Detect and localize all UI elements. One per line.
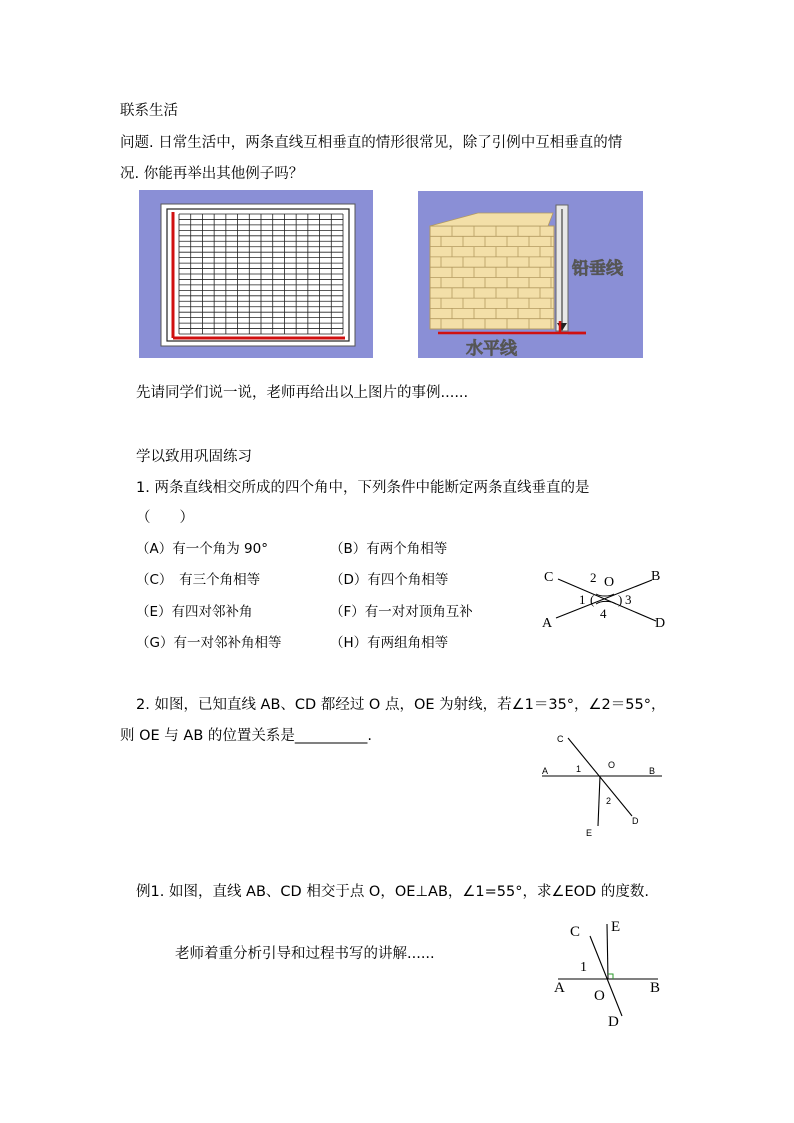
ex1-fig-label-b: B <box>650 980 661 996</box>
example-1-text: 例1. 如图，直线 AB、CD 相交于点 O，OE⊥AB，∠1=55°，求∠EOD 的度数. <box>136 884 649 900</box>
q1-option-b: （B）有两个角相等 <box>330 541 448 557</box>
label-horizontal-line: 水平线 <box>466 339 517 358</box>
q2-fig-label-e: E <box>586 828 593 838</box>
q1-fig-label-a: A <box>542 616 553 631</box>
ex1-fig-label-e: E <box>611 919 621 935</box>
q1-figure <box>538 566 672 632</box>
q2-line-2: 则 OE 与 AB 的位置关系是__________. <box>120 728 372 744</box>
q1-option-e: （E）有四对邻补角 <box>136 604 253 620</box>
example-1-note: 老师着重分析引导和过程书写的讲解...... <box>175 946 435 962</box>
q1-fig-label-4: 4 <box>600 606 607 621</box>
q2-fig-label-d: D <box>632 816 639 826</box>
section-title-practice: 学以致用巩固练习 <box>136 449 252 465</box>
q1-stem: 1. 两条直线相交所成的四个角中，下列条件中能断定两条直线垂直的是 <box>136 480 590 496</box>
q1-option-a: （A）有一个角为 90° <box>136 541 268 557</box>
q1-option-h: （H）有两组角相等 <box>330 635 449 651</box>
q1-fig-label-d: D <box>655 616 666 631</box>
problem-line-2: 况. 你能再举出其他例子吗？ <box>120 166 304 182</box>
section-title-life: 联系生活 <box>120 103 178 119</box>
q2-figure <box>538 728 668 840</box>
discuss-text: 先请同学们说一说，老师再给出以上图片的事例...... <box>136 385 469 401</box>
q1-option-c: （C） 有三个角相等 <box>136 572 261 588</box>
label-plumb-line: 铅垂线 <box>572 259 623 278</box>
ex1-fig-label-c: C <box>570 924 581 940</box>
ex1-fig-label-d: D <box>608 1014 619 1030</box>
q2-fig-label-a: A <box>542 766 549 776</box>
q1-option-g: （G）有一对邻补角相等 <box>136 635 282 651</box>
q1-option-d: （D）有四个角相等 <box>330 572 449 588</box>
q2-fig-label-b: B <box>649 766 656 776</box>
q1-paren: （ ） <box>136 510 194 526</box>
q1-fig-label-2: 2 <box>590 570 597 585</box>
ex1-fig-label-1: 1 <box>580 960 587 975</box>
ex1-fig-label-o: O <box>594 988 605 1004</box>
q2-fig-label-1: 1 <box>576 764 582 774</box>
problem-line-1: 问题. 日常生活中，两条直线互相垂直的情形很常见，除了引例中互相垂直的情 <box>120 135 623 151</box>
q2-fig-label-o: O <box>608 760 616 770</box>
q2-line-1: 2. 如图，已知直线 AB、CD 都经过 O 点，OE 为射线，若∠1＝35°，∠2＝55°， <box>136 697 666 713</box>
grid-paper-image <box>139 190 373 358</box>
q1-fig-label-o: O <box>604 575 615 590</box>
q2-fig-label-2: 2 <box>606 796 612 806</box>
q1-fig-paren-right: ) <box>618 592 623 607</box>
q1-fig-paren-left: ( <box>590 592 595 607</box>
example-1-figure <box>550 916 670 1030</box>
q1-fig-label-c: C <box>544 570 554 585</box>
q1-fig-label-b: B <box>651 569 661 584</box>
q1-fig-label-3: 3 <box>625 592 632 607</box>
q2-fig-label-c: C <box>557 734 564 744</box>
q1-option-f: （F）有一对对顶角互补 <box>330 604 473 620</box>
q1-fig-label-1: 1 <box>579 592 586 607</box>
brick-wall-image <box>418 191 643 358</box>
ex1-fig-label-a: A <box>554 980 565 996</box>
